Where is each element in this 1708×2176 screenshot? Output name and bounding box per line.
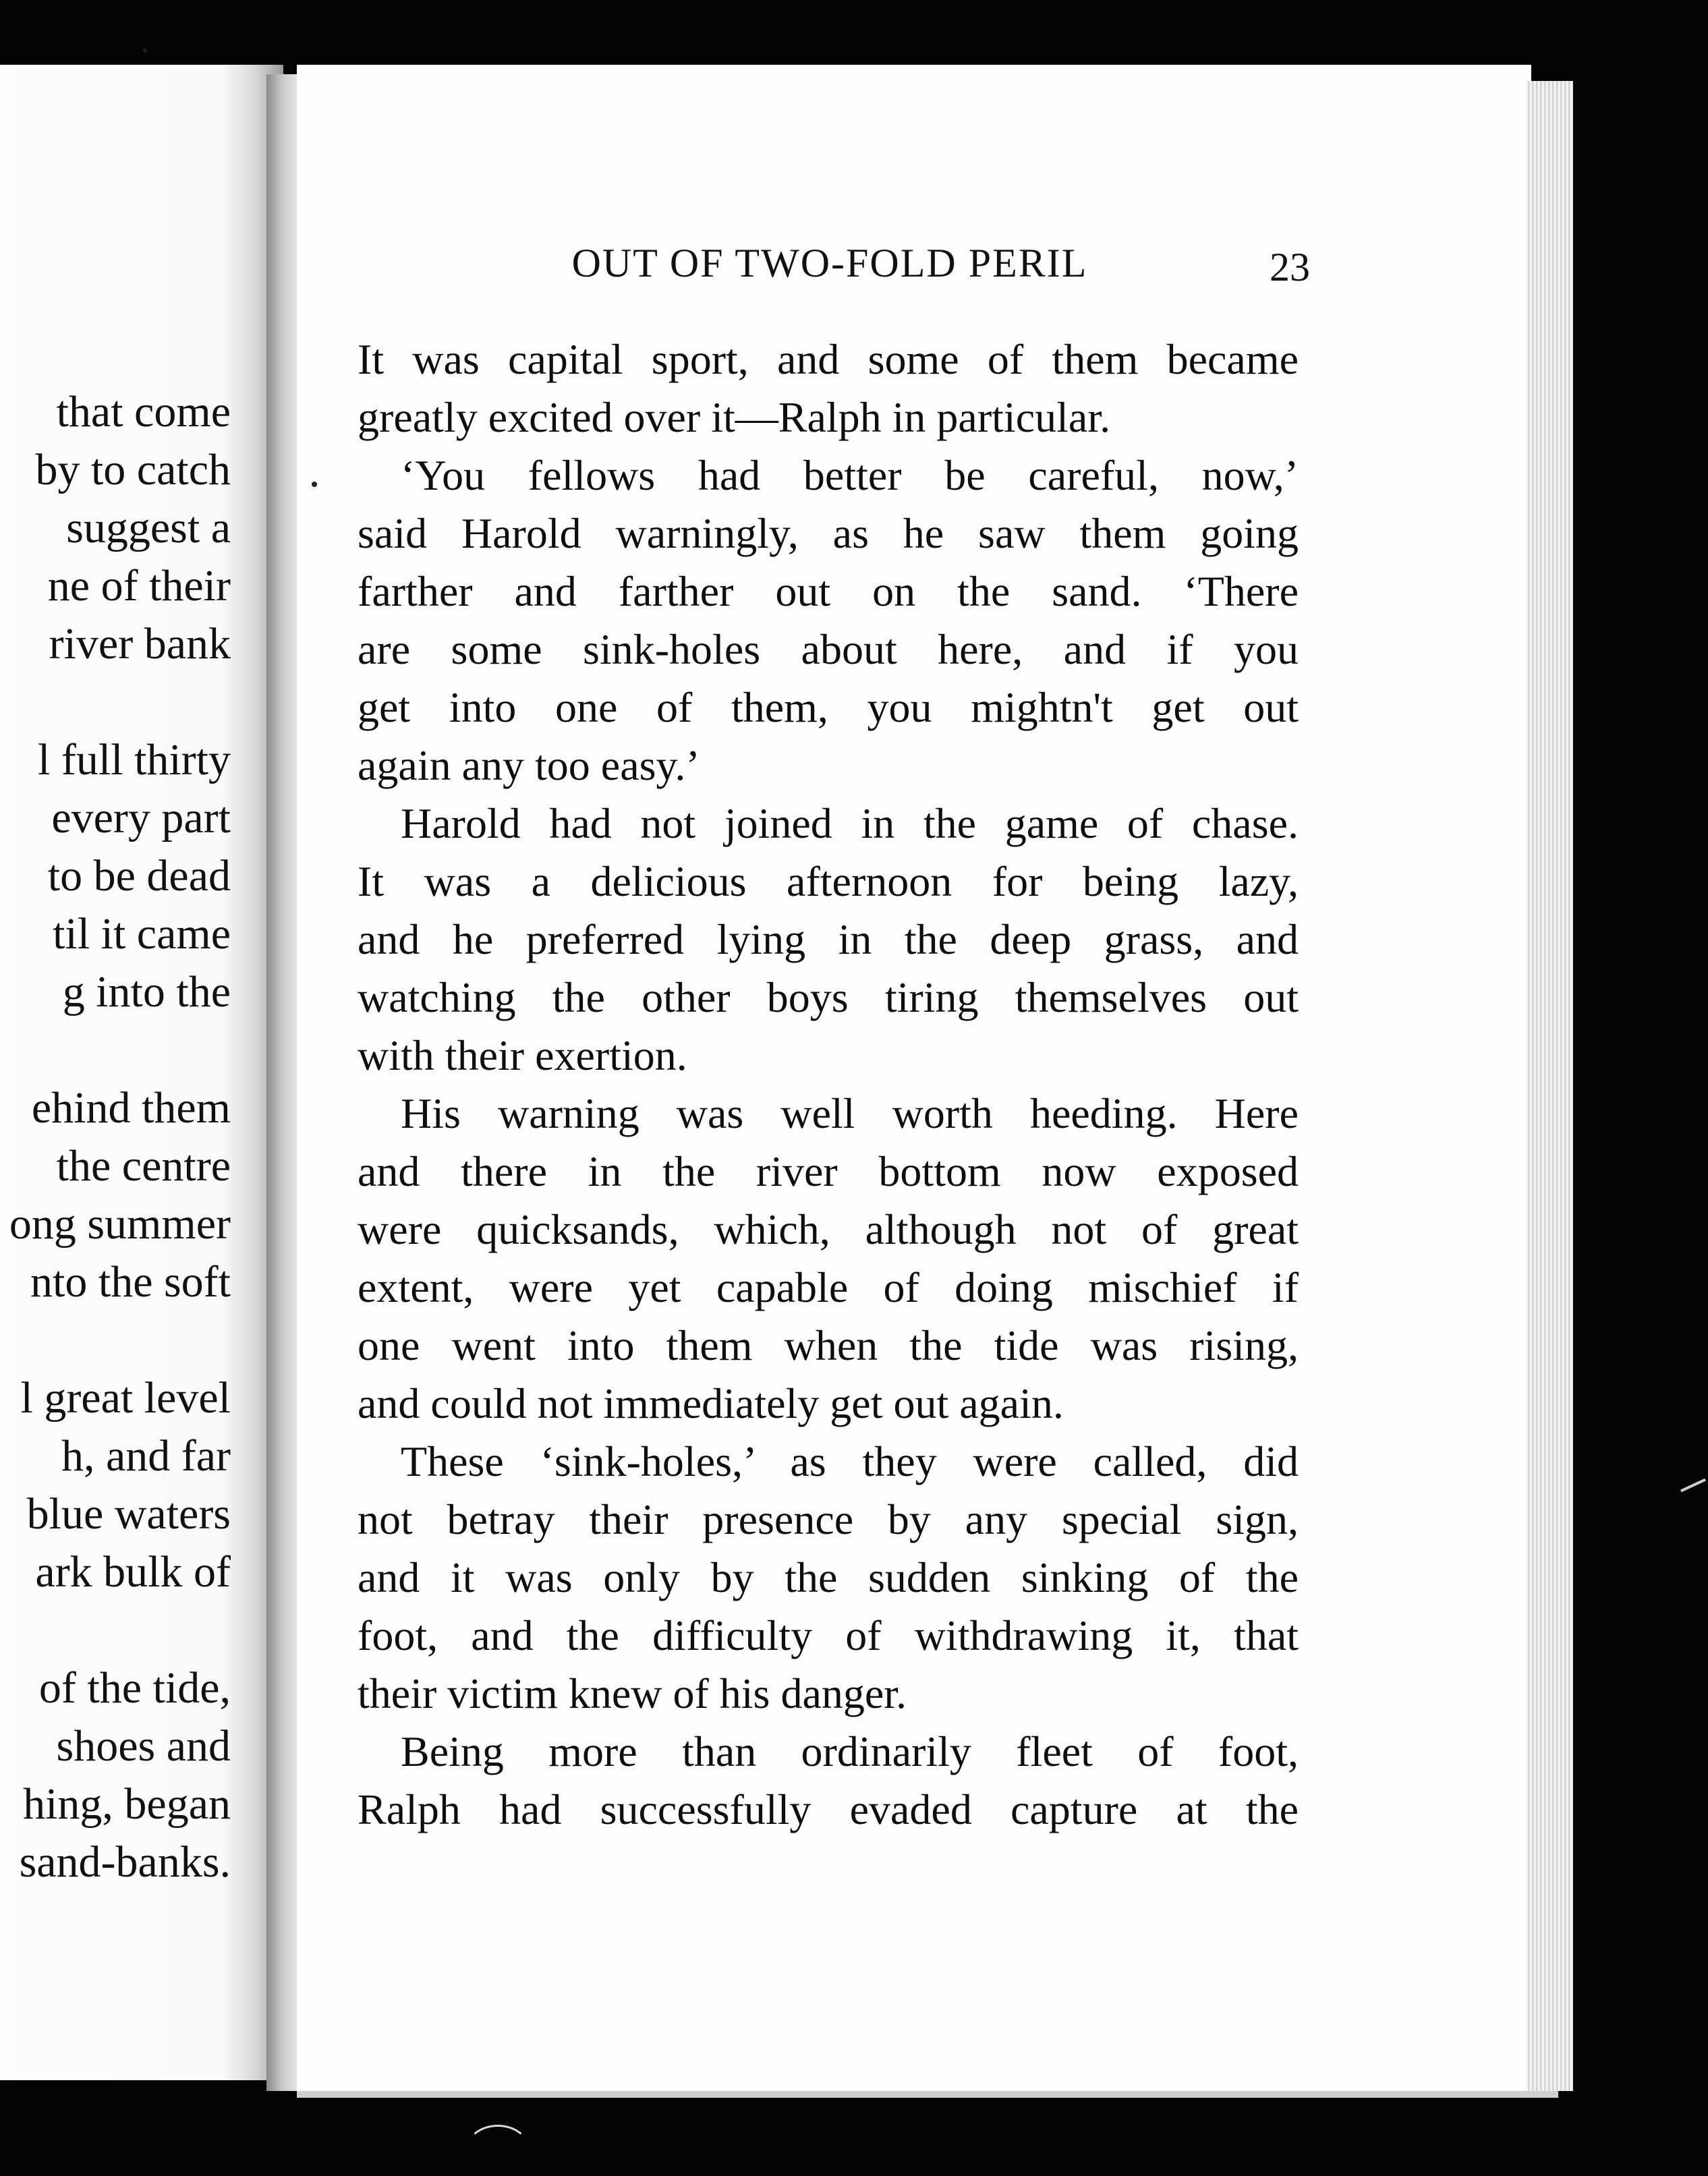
text-line: Being more than ordinarily fleet of foot,: [401, 1727, 1299, 1775]
left-page-fragment: every part: [51, 793, 231, 842]
text-line: said Harold warningly, as he saw them going: [358, 509, 1299, 557]
page-number: 23: [1270, 245, 1310, 289]
text-line: Harold had not joined in the game of chase.: [401, 799, 1299, 847]
left-page-fragment: h, and far: [61, 1431, 231, 1481]
page-body-text: [358, 331, 1299, 1839]
page-edges: [1526, 81, 1573, 2091]
text-line: watching the other boys tiring themselves out: [358, 973, 1299, 1021]
left-page-fragment: to be dead: [47, 851, 231, 900]
text-line: get into one of them, you mightn't get out: [358, 683, 1299, 731]
text-line: foot, and the difficulty of withdrawing it, that: [358, 1611, 1299, 1659]
text-line: with their exertion.: [358, 1031, 687, 1079]
left-page-text-fragments: [0, 383, 231, 1891]
left-page-fragment: shoes and: [56, 1721, 231, 1771]
left-page-fragment: ong summer: [9, 1199, 231, 1249]
left-page-fragment: by to catch: [35, 445, 231, 494]
text-line: were quicksands, which, although not of great: [358, 1205, 1299, 1253]
left-facing-page: [0, 65, 283, 2080]
left-page-fragment: ne of their: [47, 561, 231, 610]
left-page-fragment: [0, 1311, 231, 1369]
left-page-fragment: river bank: [49, 619, 231, 668]
left-page-fragment: hing, began: [23, 1779, 231, 1829]
text-line: and there in the river bottom now exposed: [358, 1147, 1299, 1195]
left-page-fragment: l full thirty: [38, 735, 231, 784]
scratch-mark: [1680, 1479, 1706, 1493]
text-line: farther and farther out on the sand. ‘There: [358, 567, 1299, 615]
text-line: again any too easy.’: [358, 741, 700, 789]
left-page-fragment: [0, 673, 231, 731]
speck-top: [143, 49, 147, 53]
left-page-fragment: g into the: [62, 967, 231, 1017]
left-page-fragment: blue waters: [26, 1489, 231, 1539]
text-line: These ‘sink-holes,’ as they were called, did: [401, 1437, 1299, 1485]
left-page-fragment: the centre: [56, 1141, 231, 1191]
text-line: and could not immediately get out again.: [358, 1379, 1064, 1427]
left-page-fragment: sand-banks.: [19, 1837, 231, 1887]
text-line: not betray their presence by any special sign,: [358, 1495, 1299, 1543]
left-page-fragment: ehind them: [31, 1083, 231, 1133]
left-page-fragment: [0, 1021, 231, 1079]
left-page-fragment: ark bulk of: [35, 1547, 231, 1597]
text-line: It was capital sport, and some of them became: [358, 335, 1299, 383]
text-line: His warning was well worth heeding. Here: [401, 1089, 1299, 1137]
left-page-fragment: nto the soft: [30, 1257, 231, 1307]
text-line: and he preferred lying in the deep grass, and: [358, 915, 1299, 963]
left-page-fragment: l great level: [20, 1373, 231, 1423]
text-line: Ralph had successfully evaded capture at the: [358, 1785, 1299, 1833]
text-line: one went into them when the tide was rising,: [358, 1321, 1299, 1369]
text-line: ‘You fellows had better be careful, now,’: [401, 451, 1299, 499]
text-line: are some sink-holes about here, and if you: [358, 625, 1299, 673]
running-head: OUT OF TWO-FOLD PERIL: [571, 241, 1088, 285]
left-page-fragment: that come: [56, 387, 231, 436]
text-line: It was a delicious afternoon for being lazy,: [358, 857, 1299, 905]
left-page-fragment: of the tide,: [38, 1663, 231, 1713]
page-bottom-edge: [297, 2091, 1558, 2098]
text-line: and it was only by the sudden sinking of the: [358, 1553, 1299, 1601]
left-page-fragment: [0, 1601, 231, 1659]
text-line: greatly excited over it—Ralph in particular.: [358, 393, 1111, 441]
text-line: their victim knew of his danger.: [358, 1669, 907, 1717]
left-page-fragment: suggest a: [66, 503, 231, 552]
text-line: extent, were yet capable of doing mischief if: [358, 1263, 1299, 1311]
specks-on-page: [312, 482, 317, 487]
thread-fiber: [465, 2125, 530, 2176]
left-page-fragment: til it came: [53, 909, 231, 958]
